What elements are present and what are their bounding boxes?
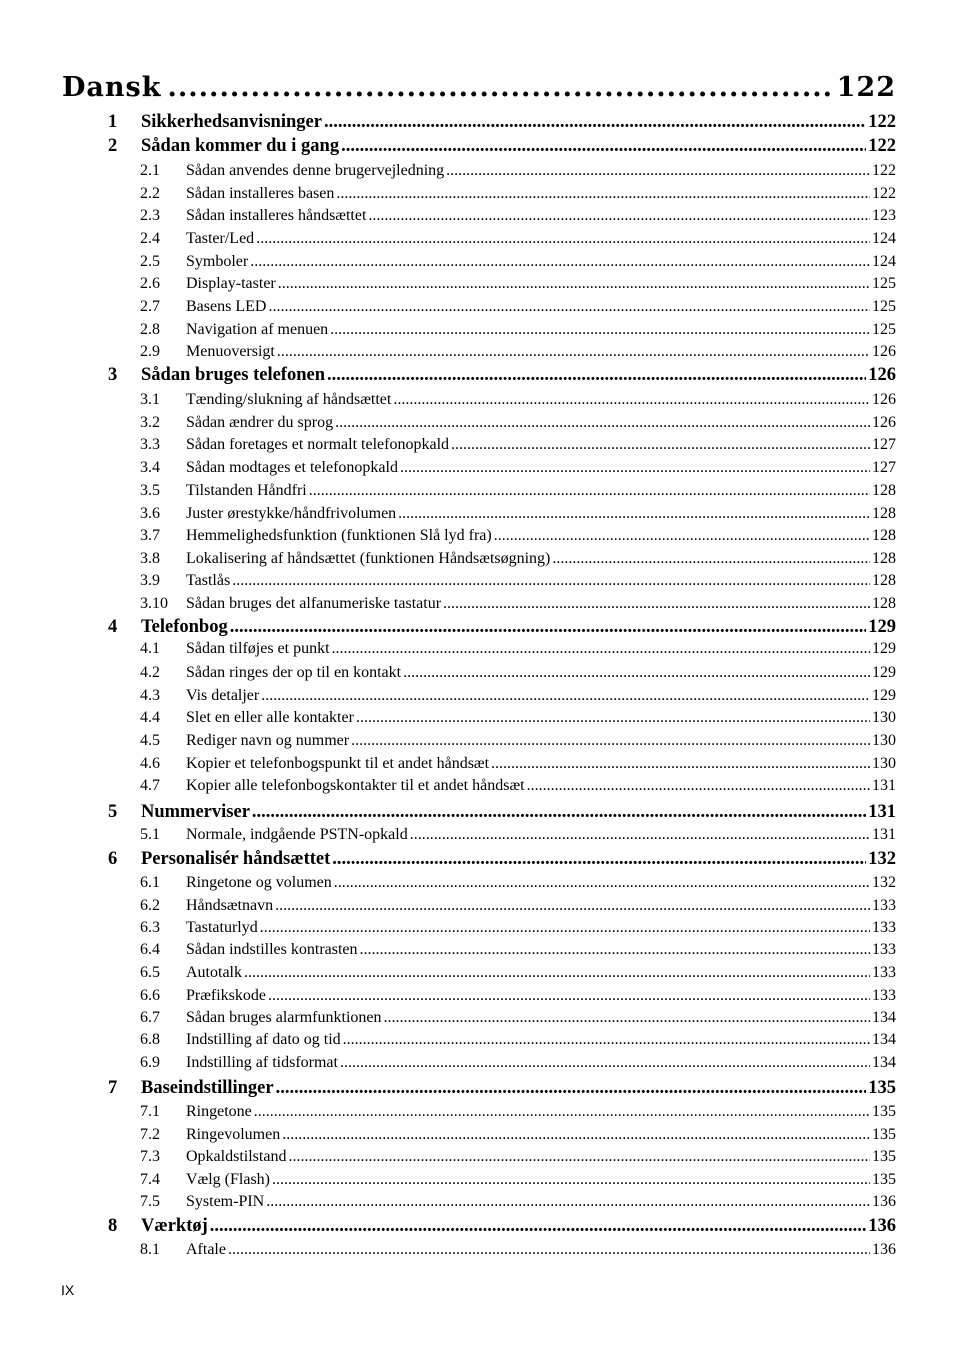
entry-number: 3 (108, 365, 118, 385)
toc-section-entry[interactable] (140, 207, 896, 229)
toc-section-entry[interactable] (140, 459, 896, 481)
entry-page-number: 128 (872, 550, 896, 567)
dot-leader (277, 343, 870, 361)
entry-number: 2.2 (140, 185, 160, 202)
toc-section-entry[interactable] (140, 687, 896, 709)
page-number: IX (61, 1282, 75, 1298)
entry-page-number: 128 (872, 527, 896, 544)
dot-leader (443, 595, 870, 613)
entry-page-number: 135 (872, 1103, 896, 1120)
toc-chapter-entry[interactable] (108, 849, 896, 873)
entry-number: 2.1 (140, 162, 160, 179)
toc-chapter-entry[interactable] (108, 112, 896, 136)
entry-number: 3.9 (140, 572, 160, 589)
toc-section-entry[interactable] (140, 436, 896, 458)
entry-number: 6.9 (140, 1054, 160, 1071)
entry-page-number: 135 (872, 1126, 896, 1143)
dot-leader (336, 185, 870, 203)
entry-title: Hemmelighedsfunktion (funktionen Slå lyd fra) (186, 527, 492, 544)
dot-leader (410, 826, 870, 844)
entry-page-number: 133 (872, 897, 896, 914)
toc-section-entry[interactable] (140, 527, 896, 549)
entry-page-number: 136 (872, 1193, 896, 1210)
entry-title: Vis detaljer (186, 687, 260, 704)
entry-title: Indstilling af dato og tid (186, 1031, 341, 1048)
entry-number: 3.8 (140, 550, 160, 567)
entry-title: Aftale (186, 1241, 226, 1258)
entry-page-number: 129 (868, 617, 896, 637)
toc-section-entry[interactable] (140, 321, 896, 343)
entry-page-number: 126 (872, 343, 896, 360)
toc-section-entry[interactable] (140, 1009, 896, 1031)
dot-leader (266, 1193, 870, 1211)
toc-title-text: Dansk (62, 72, 162, 103)
toc-section-entry[interactable] (140, 550, 896, 572)
entry-page-number: 124 (872, 230, 896, 247)
toc-section-entry[interactable] (140, 640, 896, 662)
entry-title: Menuoversigt (186, 343, 275, 360)
dot-leader (167, 72, 830, 103)
entry-title: System-PIN (186, 1193, 265, 1210)
toc-chapter-entry[interactable] (108, 136, 896, 160)
dot-leader (356, 709, 870, 727)
entry-number: 4.4 (140, 709, 160, 726)
toc-section-entry[interactable] (140, 162, 896, 184)
entry-number: 4.1 (140, 640, 160, 657)
entry-page-number: 128 (872, 505, 896, 522)
entry-page-number: 131 (872, 777, 896, 794)
dot-leader (232, 572, 870, 590)
dot-leader (254, 1103, 870, 1121)
entry-number: 7.3 (140, 1148, 160, 1165)
entry-page-number: 134 (872, 1031, 896, 1048)
dot-leader (332, 640, 870, 658)
dot-leader (552, 550, 870, 568)
dot-leader (272, 1171, 870, 1189)
toc-section-entry[interactable] (140, 595, 896, 617)
entry-number: 6.8 (140, 1031, 160, 1048)
entry-number: 7 (108, 1078, 118, 1098)
dot-leader (360, 941, 870, 959)
entry-title: Baseindstillinger (141, 1078, 274, 1098)
entry-page-number: 131 (868, 802, 896, 822)
entry-title: Nummerviser (141, 802, 250, 822)
entry-page-number: 136 (868, 1216, 896, 1236)
dot-leader (210, 1216, 866, 1237)
entry-title: Tilstanden Håndfri (186, 482, 307, 499)
entry-title: Tastaturlyd (186, 919, 258, 936)
entry-title: Håndsætnavn (186, 897, 274, 914)
dot-leader (288, 1148, 870, 1166)
entry-title: Sådan ringes der op til en kontakt (186, 664, 402, 681)
dot-leader (256, 230, 870, 248)
toc-section-entry[interactable] (140, 941, 896, 963)
toc-chapter-entry[interactable] (108, 365, 896, 389)
entry-title: Sådan anvendes denne brugervejledning (186, 162, 445, 179)
entry-number: 7.5 (140, 1193, 160, 1210)
toc-section-entry[interactable] (140, 391, 896, 413)
dot-leader (276, 1078, 867, 1099)
toc-title-page: 122 (836, 72, 896, 103)
entry-page-number: 132 (872, 874, 896, 891)
entry-number: 3.6 (140, 505, 160, 522)
entry-title: Telefonbog (141, 617, 228, 637)
entry-number: 6.3 (140, 919, 160, 936)
entry-page-number: 122 (868, 112, 896, 132)
dot-leader (275, 897, 870, 915)
dot-leader (446, 162, 870, 180)
entry-page-number: 122 (872, 185, 896, 202)
entry-title: Sådan ændrer du sprog (186, 414, 334, 431)
entry-title: Indstilling af tidsformat (186, 1054, 338, 1071)
toc-section-entry[interactable] (140, 185, 896, 207)
toc-chapter-entry[interactable] (108, 617, 896, 641)
toc-section-entry[interactable] (140, 987, 896, 1009)
toc-section-entry[interactable] (140, 897, 896, 919)
entry-number: 4 (108, 617, 118, 637)
entry-page-number: 130 (872, 755, 896, 772)
entry-number: 6.1 (140, 874, 160, 891)
dot-leader (334, 874, 870, 892)
entry-title: Kopier et telefonbogspunkt til et andet håndsæt (186, 755, 490, 772)
dot-leader (341, 136, 866, 157)
toc-section-entry[interactable] (140, 755, 896, 777)
entry-title: Ringetone (186, 1103, 252, 1120)
dot-leader (351, 732, 870, 750)
toc-section-entry[interactable] (140, 1241, 896, 1263)
entry-page-number: 126 (872, 391, 896, 408)
entry-page-number: 124 (872, 253, 896, 270)
dot-leader (252, 802, 866, 823)
entry-number: 4.7 (140, 777, 160, 794)
dot-leader (327, 365, 866, 386)
entry-page-number: 132 (868, 849, 896, 869)
toc-section-entry[interactable] (140, 1171, 896, 1193)
toc-section-entry[interactable] (140, 253, 896, 275)
entry-title: Ringetone og volumen (186, 874, 332, 891)
dot-leader (368, 207, 870, 225)
entry-title: Sådan bruges det alfanumeriske tastatur (186, 595, 442, 612)
entry-page-number: 134 (872, 1054, 896, 1071)
entry-title: Sådan modtages et telefonopkald (186, 459, 398, 476)
entry-number: 2.5 (140, 253, 160, 270)
entry-number: 3.7 (140, 527, 160, 544)
dot-leader (384, 1009, 871, 1027)
entry-number: 7.1 (140, 1103, 160, 1120)
toc-section-entry[interactable] (140, 1054, 896, 1076)
dot-leader (451, 436, 870, 454)
entry-title: Navigation af menuen (186, 321, 329, 338)
entry-number: 1 (108, 112, 118, 132)
entry-number: 7.4 (140, 1171, 160, 1188)
dot-leader (491, 755, 870, 773)
toc-title (62, 72, 896, 108)
toc-section-entry[interactable] (140, 230, 896, 252)
dot-leader (282, 1126, 870, 1144)
toc-section-entry[interactable] (140, 482, 896, 504)
entry-title: Display-taster (186, 275, 276, 292)
entry-title: Sådan kommer du i gang (141, 136, 340, 156)
toc-section-entry[interactable] (140, 732, 896, 754)
entry-number: 4.6 (140, 755, 160, 772)
entry-number: 7.2 (140, 1126, 160, 1143)
toc-section-entry[interactable] (140, 1103, 896, 1125)
entry-title: Sådan foretages et normalt telefonopkald (186, 436, 450, 453)
entry-number: 4.5 (140, 732, 160, 749)
entry-page-number: 130 (872, 709, 896, 726)
entry-number: 2.7 (140, 298, 160, 315)
dot-leader (230, 617, 867, 638)
toc-section-entry[interactable] (140, 414, 896, 436)
entry-number: 2 (108, 136, 118, 156)
dot-leader (268, 298, 870, 316)
dot-leader (393, 391, 870, 409)
toc-section-entry[interactable] (140, 709, 896, 731)
toc-section-entry[interactable] (140, 1126, 896, 1148)
entry-number: 3.1 (140, 391, 160, 408)
dot-leader (260, 919, 870, 937)
dot-leader (527, 777, 870, 795)
toc-section-entry[interactable] (140, 826, 896, 848)
entry-title: Sådan bruges telefonen (141, 365, 325, 385)
entry-title: Sådan tilføjes et punkt (186, 640, 330, 657)
entry-title: Opkaldstilstand (186, 1148, 287, 1165)
dot-leader (330, 321, 870, 339)
toc-section-entry[interactable] (140, 1193, 896, 1215)
entry-page-number: 128 (872, 595, 896, 612)
entry-page-number: 136 (872, 1241, 896, 1258)
entry-page-number: 123 (872, 207, 896, 224)
entry-page-number: 135 (872, 1148, 896, 1165)
entry-number: 2.6 (140, 275, 160, 292)
dot-leader (400, 459, 870, 477)
entry-title: Ringevolumen (186, 1126, 281, 1143)
toc-section-entry[interactable] (140, 964, 896, 986)
dot-leader (403, 664, 870, 682)
toc-section-entry[interactable] (140, 343, 896, 365)
entry-page-number: 127 (872, 459, 896, 476)
entry-page-number: 135 (872, 1171, 896, 1188)
entry-page-number: 122 (872, 162, 896, 179)
toc-section-entry[interactable] (140, 1031, 896, 1053)
toc-section-entry[interactable] (140, 874, 896, 896)
entry-title: Vælg (Flash) (186, 1171, 270, 1188)
entry-page-number: 135 (868, 1078, 896, 1098)
dot-leader (324, 112, 866, 133)
entry-page-number: 122 (868, 136, 896, 156)
entry-number: 6.7 (140, 1009, 160, 1026)
entry-title: Rediger navn og nummer (186, 732, 350, 749)
entry-page-number: 133 (872, 941, 896, 958)
dot-leader (332, 849, 866, 870)
entry-number: 2.3 (140, 207, 160, 224)
entry-number: 5.1 (140, 826, 160, 843)
dot-leader (228, 1241, 870, 1259)
entry-title: Slet en eller alle kontakter (186, 709, 354, 726)
entry-page-number: 129 (872, 640, 896, 657)
toc-chapter-entry[interactable] (108, 802, 896, 826)
entry-title: Personalisér håndsættet (141, 849, 331, 869)
dot-leader (309, 482, 870, 500)
entry-title: Lokalisering af håndsættet (funktionen Håndsætsøgning) (186, 550, 551, 567)
entry-number: 6 (108, 849, 118, 869)
entry-number: 2.8 (140, 321, 160, 338)
entry-title: Juster ørestykke/håndfrivolumen (186, 505, 397, 522)
entry-title: Taster/Led (186, 230, 255, 247)
toc-section-entry[interactable] (140, 664, 896, 686)
toc-section-entry[interactable] (140, 275, 896, 297)
entry-number: 4.3 (140, 687, 160, 704)
dot-leader (494, 527, 870, 545)
entry-title: Normale, indgående PSTN-opkald (186, 826, 408, 843)
dot-leader (398, 505, 870, 523)
entry-title: Sådan installeres håndsættet (186, 207, 367, 224)
toc-section-entry[interactable] (140, 505, 896, 527)
entry-title: Sikkerhedsanvisninger (141, 112, 322, 132)
entry-page-number: 130 (872, 732, 896, 749)
entry-page-number: 128 (872, 482, 896, 499)
entry-page-number: 131 (872, 826, 896, 843)
toc-section-entry[interactable] (140, 777, 896, 799)
entry-page-number: 129 (872, 664, 896, 681)
entry-title: Værktøj (141, 1216, 208, 1236)
entry-number: 6.2 (140, 897, 160, 914)
entry-page-number: 127 (872, 436, 896, 453)
toc-chapter-entry[interactable] (108, 1216, 896, 1240)
toc-section-entry[interactable] (140, 298, 896, 320)
toc-section-entry[interactable] (140, 1148, 896, 1170)
entry-page-number: 129 (872, 687, 896, 704)
entry-number: 6.6 (140, 987, 160, 1004)
dot-leader (250, 253, 870, 271)
entry-page-number: 133 (872, 987, 896, 1004)
entry-page-number: 126 (868, 365, 896, 385)
dot-leader (244, 964, 870, 982)
entry-page-number: 125 (872, 298, 896, 315)
entry-page-number: 134 (872, 1009, 896, 1026)
entry-page-number: 128 (872, 572, 896, 589)
entry-title: Sådan installeres basen (186, 185, 335, 202)
entry-number: 8.1 (140, 1241, 160, 1258)
dot-leader (335, 414, 870, 432)
dot-leader (340, 1054, 870, 1072)
entry-number: 6.5 (140, 964, 160, 981)
entry-number: 6.4 (140, 941, 160, 958)
entry-number: 3.10 (140, 595, 168, 612)
entry-number: 2.9 (140, 343, 160, 360)
dot-leader (278, 275, 870, 293)
entry-number: 3.3 (140, 436, 160, 453)
entry-page-number: 125 (872, 321, 896, 338)
entry-title: Tastlås (186, 572, 231, 589)
entry-title: Sådan indstilles kontrasten (186, 941, 358, 958)
entry-number: 2.4 (140, 230, 160, 247)
entry-title: Symboler (186, 253, 249, 270)
entry-page-number: 125 (872, 275, 896, 292)
entry-page-number: 133 (872, 919, 896, 936)
entry-title: Tænding/slukning af håndsættet (186, 391, 392, 408)
toc-chapter-entry[interactable] (108, 1078, 896, 1102)
entry-title: Kopier alle telefonbogskontakter til et andet håndsæt (186, 777, 525, 794)
entry-title: Præfikskode (186, 987, 266, 1004)
toc-section-entry[interactable] (140, 919, 896, 941)
entry-number: 5 (108, 802, 118, 822)
entry-title: Sådan bruges alarmfunktionen (186, 1009, 382, 1026)
entry-number: 4.2 (140, 664, 160, 681)
dot-leader (268, 987, 870, 1005)
entry-number: 3.4 (140, 459, 160, 476)
entry-title: Basens LED (186, 298, 267, 315)
entry-number: 3.2 (140, 414, 160, 431)
entry-page-number: 133 (872, 964, 896, 981)
dot-leader (261, 687, 870, 705)
entry-page-number: 126 (872, 414, 896, 431)
dot-leader (343, 1031, 870, 1049)
entry-number: 3.5 (140, 482, 160, 499)
toc-section-entry[interactable] (140, 572, 896, 594)
entry-number: 8 (108, 1216, 118, 1236)
entry-title: Autotalk (186, 964, 242, 981)
